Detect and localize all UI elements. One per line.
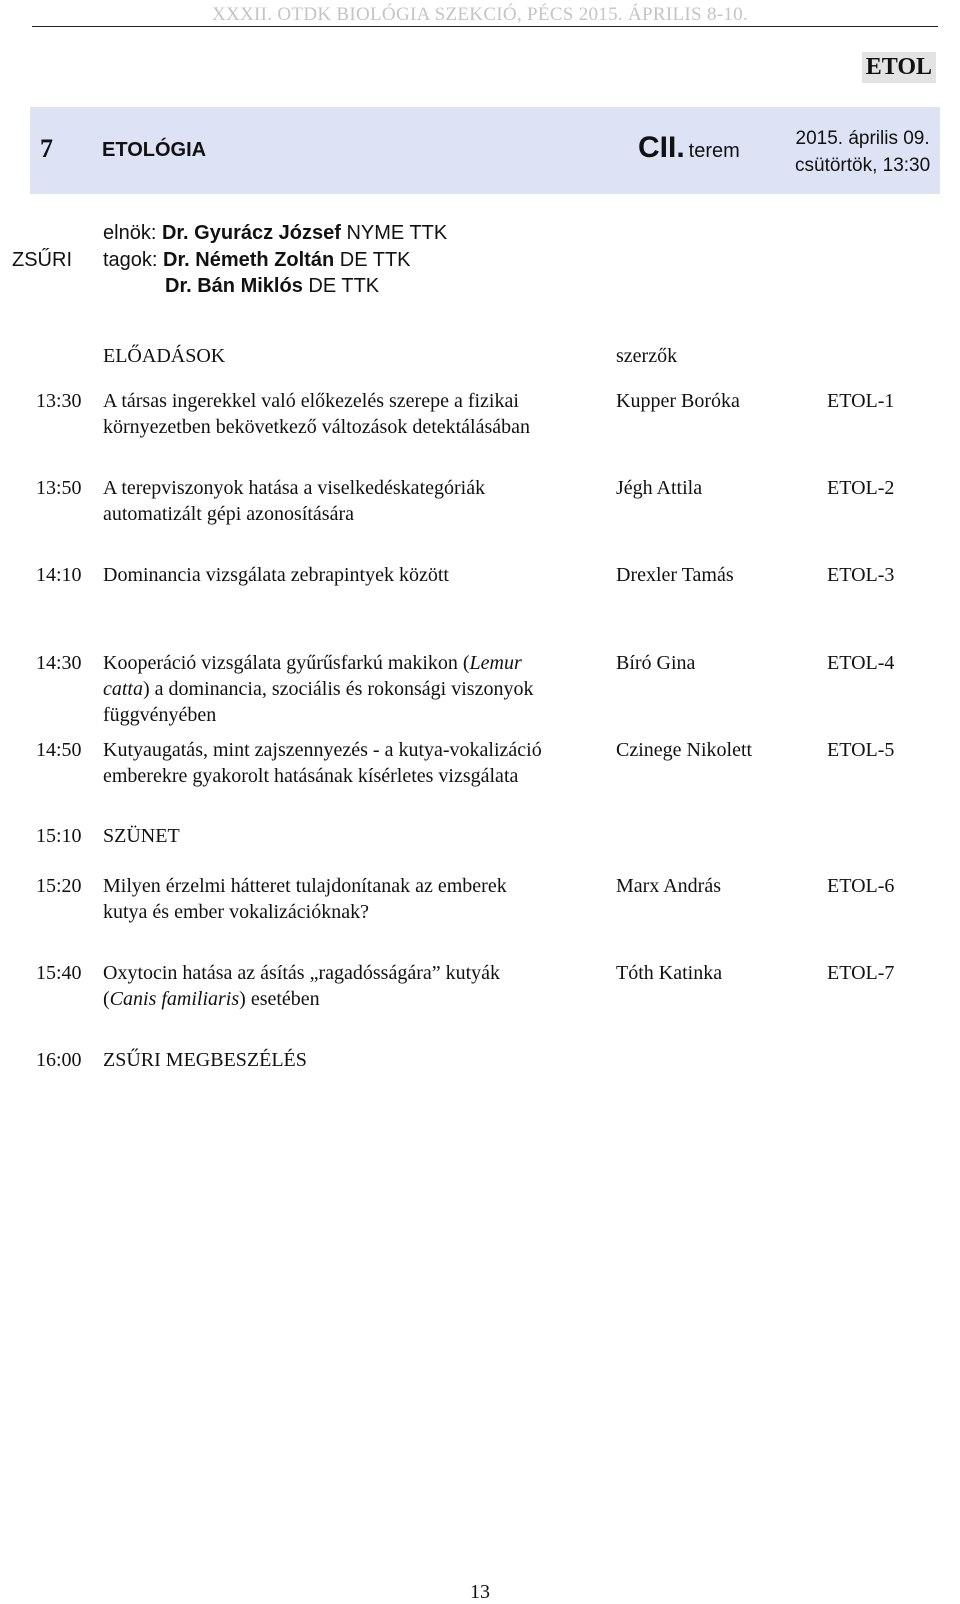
talk-title bbox=[103, 737, 603, 789]
talk-time: 13:50 bbox=[36, 477, 82, 499]
talk-title-text: ) esetében bbox=[239, 988, 320, 1010]
closing-label: ZSŰRI MEGBESZÉLÉS bbox=[103, 1049, 307, 1071]
talk-title-line: Milyen érzelmi hátteret tulajdonítanak az emberek bbox=[103, 875, 507, 897]
talk-author: Marx András bbox=[616, 875, 721, 897]
talk-author: Drexler Tamás bbox=[616, 564, 734, 586]
talk-title bbox=[103, 388, 603, 440]
jury-member-1 bbox=[103, 249, 411, 272]
session-date: 2015. április 09. bbox=[795, 128, 930, 149]
jury-member-2 bbox=[165, 275, 379, 298]
talk-author: Kupper Boróka bbox=[616, 390, 740, 412]
talk-title-line: A terepviszonyok hatása a viselkedéskategóriák bbox=[103, 477, 486, 499]
talk-time: 13:30 bbox=[36, 390, 82, 412]
room-name: CII. bbox=[638, 131, 685, 164]
session-room bbox=[638, 131, 740, 165]
talk-title bbox=[103, 873, 603, 925]
talk-author: Czinege Nikolett bbox=[616, 739, 753, 761]
talk-time: 15:20 bbox=[36, 875, 82, 897]
session-datetime bbox=[795, 125, 930, 179]
talk-title-text: ) a dominancia, szociális és rokonsági viszonyok bbox=[143, 678, 534, 700]
talk-title-italic: Canis familiaris bbox=[109, 988, 240, 1010]
session-day-time: csütörtök, 13:30 bbox=[795, 155, 931, 176]
talk-title-text: Kooperáció vizsgálata gyűrűsfarkú makikon ( bbox=[103, 652, 470, 674]
talk-title-line: környezetben bekövetkező változások detektálásában bbox=[103, 416, 531, 438]
jury-chair-prefix: elnök: bbox=[103, 222, 157, 244]
talk-title-italic: catta bbox=[103, 678, 143, 700]
section-code-badge: ETOL bbox=[862, 52, 936, 83]
talk-title-line: Dominancia vizsgálata zebrapintyek között bbox=[103, 564, 449, 586]
jury-member-2-name: Dr. Bán Miklós bbox=[165, 275, 303, 297]
talk-code: ETOL-6 bbox=[827, 875, 895, 897]
talk-title bbox=[103, 562, 603, 588]
talk-title bbox=[103, 960, 603, 1012]
jury-chair-name: Dr. Gyurácz József bbox=[161, 222, 341, 244]
jury-member-1-name: Dr. Németh Zoltán bbox=[163, 249, 335, 271]
talk-code: ETOL-4 bbox=[827, 652, 895, 674]
talk-code: ETOL-2 bbox=[827, 477, 895, 499]
talks-column-header: ELŐADÁSOK bbox=[103, 345, 226, 367]
page-number: 13 bbox=[470, 1581, 490, 1603]
jury-members-prefix: tagok: bbox=[103, 249, 158, 271]
session-number: 7 bbox=[40, 134, 53, 163]
jury-member-1-institution: DE TTK bbox=[339, 249, 411, 271]
jury-chair-institution: NYME TTK bbox=[346, 222, 448, 244]
talk-code: ETOL-7 bbox=[827, 962, 895, 984]
talk-time: 15:40 bbox=[36, 962, 82, 984]
talk-title-text: ( bbox=[103, 988, 110, 1010]
talk-code: ETOL-1 bbox=[827, 390, 895, 412]
break-label: SZÜNET bbox=[103, 825, 180, 847]
talk-title-line bbox=[103, 986, 603, 1012]
jury-member-2-institution: DE TTK bbox=[308, 275, 380, 297]
jury-chair bbox=[103, 222, 447, 245]
header-divider bbox=[32, 26, 938, 27]
talk-title bbox=[103, 650, 603, 728]
talk-time: 14:30 bbox=[36, 652, 82, 674]
talk-title-line: Kutyaugatás, mint zajszennyezés - a kutya-vokalizáció bbox=[103, 739, 542, 761]
talk-author: Bíró Gina bbox=[616, 652, 696, 674]
room-label: terem bbox=[688, 140, 740, 162]
talk-code: ETOL-3 bbox=[827, 564, 895, 586]
talk-title-line: kutya és ember vokalizációknak? bbox=[103, 901, 369, 923]
talk-title-italic: Lemur bbox=[469, 652, 522, 674]
talk-title bbox=[103, 475, 603, 527]
authors-column-header: szerzők bbox=[616, 345, 678, 367]
break-time: 15:10 bbox=[36, 825, 82, 847]
session-title: ETOLÓGIA bbox=[102, 139, 207, 161]
talk-code: ETOL-5 bbox=[827, 739, 895, 761]
talk-title-line: A társas ingerekkel való előkezelés szerepe a fizikai bbox=[103, 390, 519, 412]
talk-author: Tóth Katinka bbox=[616, 962, 723, 984]
talk-title-line: emberekre gyakorolt hatásának kísérletes vizsgálata bbox=[103, 765, 519, 787]
talk-title-line bbox=[103, 676, 603, 702]
talk-title-line: Oxytocin hatása az ásítás „ragadósságára” kutyák bbox=[103, 962, 501, 984]
talk-author: Jégh Attila bbox=[616, 477, 703, 499]
talk-title-line: automatizált gépi azonosítására bbox=[103, 503, 355, 525]
talk-title-line: függvényében bbox=[103, 704, 217, 726]
talk-title-line bbox=[103, 650, 603, 676]
jury-label: ZSŰRI bbox=[12, 249, 72, 271]
talk-time: 14:10 bbox=[36, 564, 82, 586]
running-head: XXXII. OTDK BIOLÓGIA SZEKCIÓ, PÉCS 2015. ÁPRILIS 8-10. bbox=[211, 4, 749, 25]
talk-time: 14:50 bbox=[36, 739, 82, 761]
closing-time: 16:00 bbox=[36, 1049, 82, 1071]
